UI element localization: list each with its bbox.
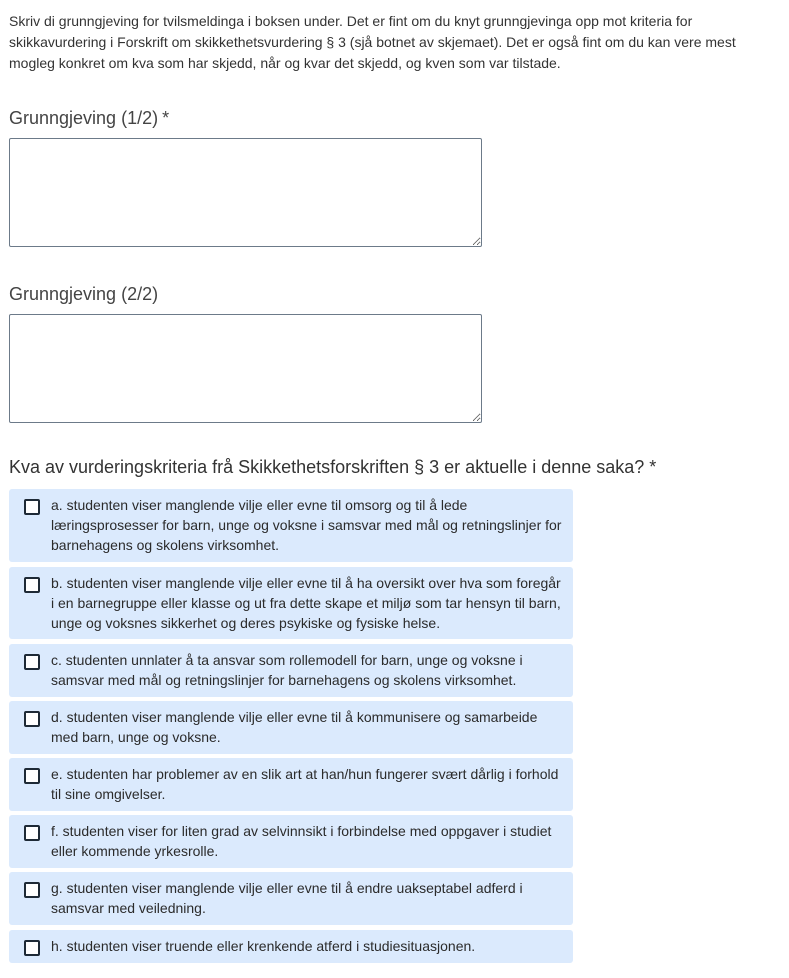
field-label-text: Grunngjeving (2/2) — [9, 284, 159, 304]
required-mark: * — [162, 108, 170, 128]
checkbox-icon[interactable] — [24, 882, 40, 898]
criteria-option-h[interactable] — [9, 930, 573, 963]
criteria-option-f[interactable] — [9, 815, 573, 868]
grunngjeving-2-textarea[interactable] — [9, 314, 482, 423]
criteria-option-c[interactable] — [9, 644, 573, 697]
criteria-option-b[interactable] — [9, 567, 573, 639]
option-text: c. studenten unnlater å ta ansvar som rollemodell for barn, unge og voksne i samsvar med mål og retningslinjer for barnehagens og skolens virksomhet. — [51, 652, 523, 688]
field-label-grunngjeving-1 — [9, 108, 169, 129]
criteria-option-g[interactable] — [9, 872, 573, 925]
field-label-grunngjeving-2 — [9, 284, 158, 305]
grunngjeving-1-textarea[interactable] — [9, 138, 482, 247]
checkbox-icon[interactable] — [24, 711, 40, 727]
intro-text: Skriv di grunngjeving for tvilsmeldinga i boksen under. Det er fint om du knyt grunngjevinga opp mot kriteria for skikkavurdering i Forskrift om skikkethetsvurdering § 3 (sjå botnet av skjemaet). Det er også fint om du kan vere mest mogleg konkret om kva som har skjedd, når og kvar det skjedd, og kven som var tilstade. — [9, 13, 736, 71]
option-text: d. studenten viser manglende vilje eller evne til å kommunisere og samarbeide med barn, unge og voksne. — [51, 709, 538, 745]
option-text: a. studenten viser manglende vilje eller evne til omsorg og til å lede læringsprosesser for barn, unge og voksne i samsvar med mål og retningslinjer for barnehagens og skolens virksomhet. — [51, 497, 562, 553]
criteria-question-label: Kva av vurderingskriteria frå Skikkethetsforskriften § 3 er aktuelle i denne saka? * — [9, 457, 657, 477]
option-text: h. studenten viser truende eller krenkende atferd i studiesituasjonen. — [51, 938, 476, 954]
criteria-option-d[interactable] — [9, 701, 573, 754]
checkbox-icon[interactable] — [24, 577, 40, 593]
option-text: f. studenten viser for liten grad av selvinnsikt i forbindelse med oppgaver i studiet eller kommende yrkesrolle. — [51, 823, 552, 859]
checkbox-icon[interactable] — [24, 940, 40, 956]
option-text: e. studenten har problemer av en slik art at han/hun fungerer svært dårlig i forhold til sine omgivelser. — [51, 766, 559, 802]
checkbox-icon[interactable] — [24, 654, 40, 670]
option-text: b. studenten viser manglende vilje eller evne til å ha oversikt over hva som foregår i en barnegruppe eller klasse og ut fra dette skape et miljø som tar hensyn til barn, unge og voksnes sikkerhet og deres psykiske og fysiske helse. — [51, 575, 561, 631]
field-label-text: Grunngjeving (1/2) — [9, 108, 159, 128]
criteria-option-e[interactable] — [9, 758, 573, 811]
checkbox-icon[interactable] — [24, 768, 40, 784]
checkbox-icon[interactable] — [24, 499, 40, 515]
checkbox-icon[interactable] — [24, 825, 40, 841]
criteria-option-a[interactable] — [9, 489, 573, 562]
option-text: g. studenten viser manglende vilje eller evne til å endre uakseptabel adferd i samsvar med veiledning. — [51, 880, 523, 916]
